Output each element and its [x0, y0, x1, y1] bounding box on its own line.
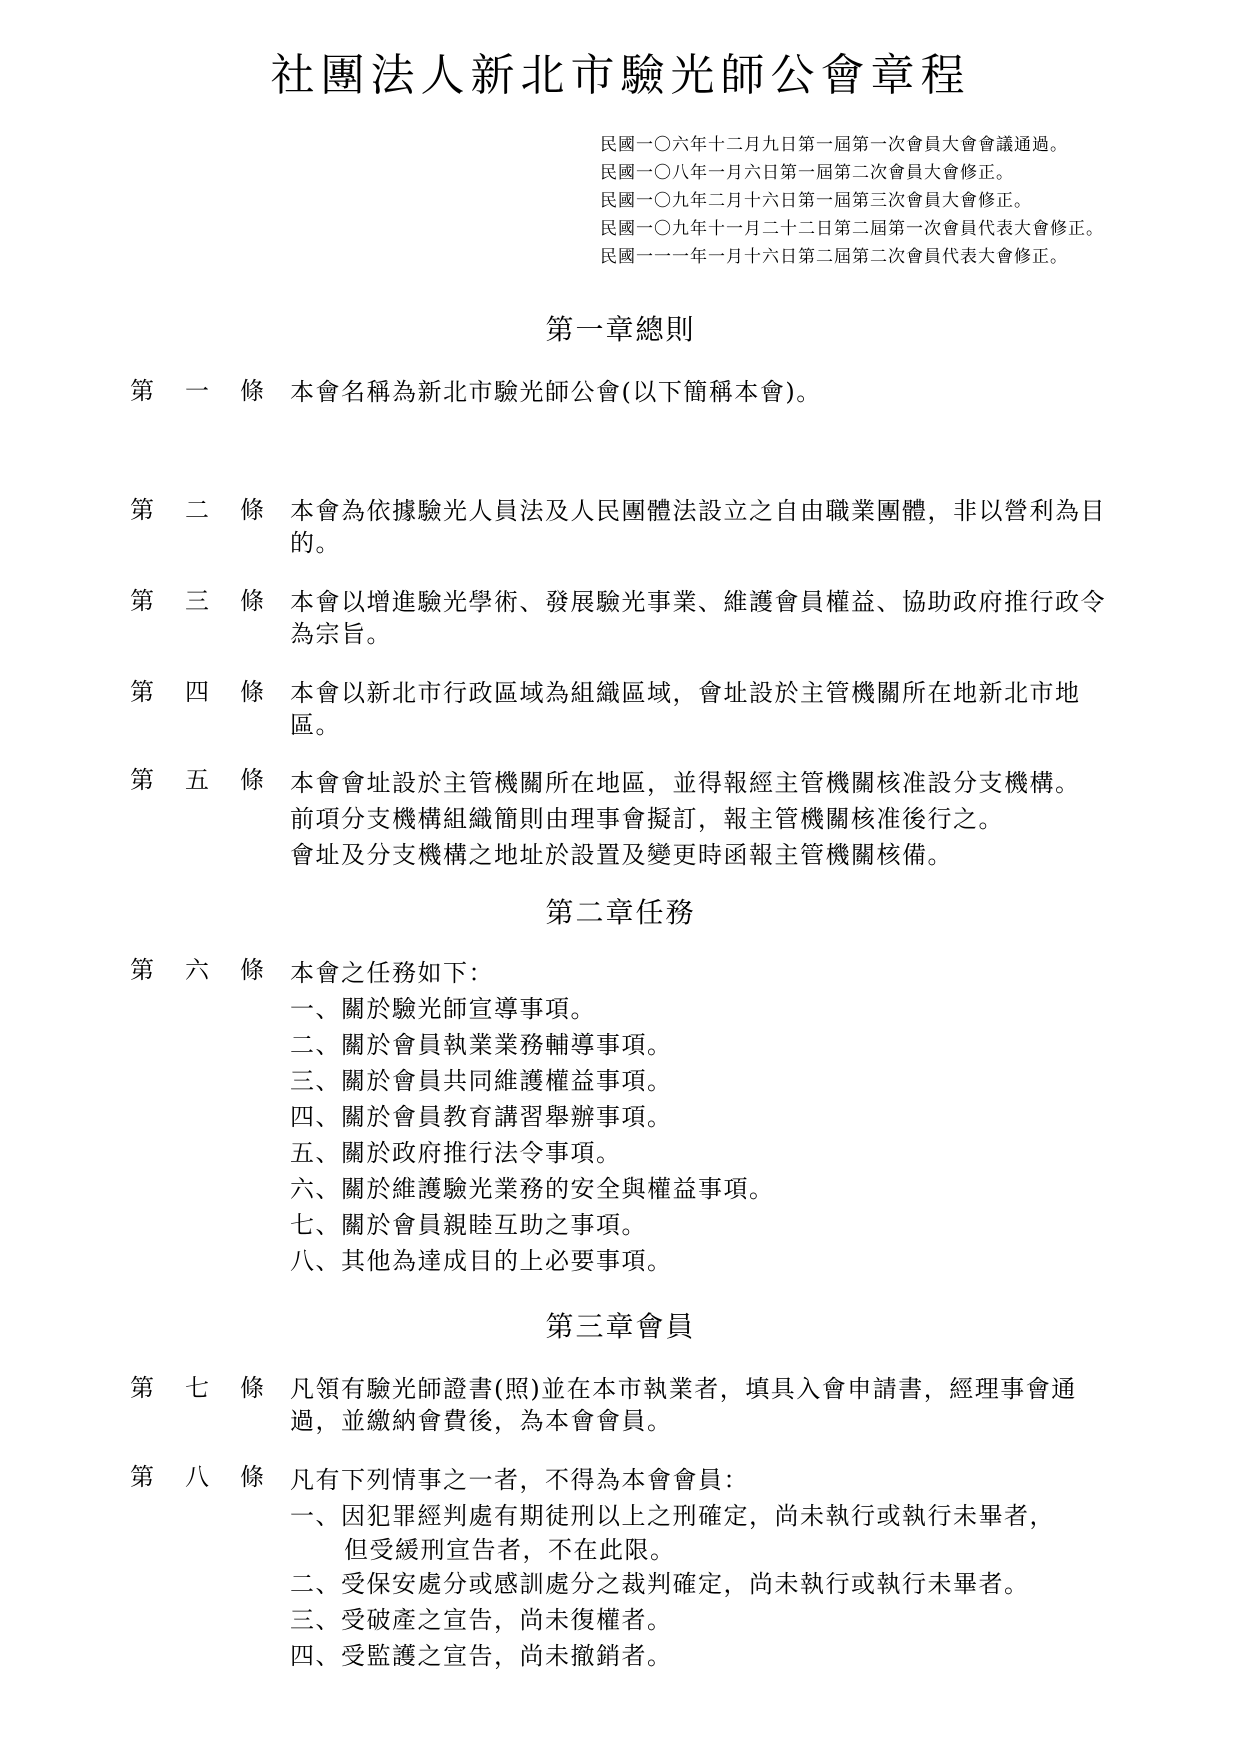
article-text: 本會以增進驗光學術、發展驗光事業、維護會員權益、協助政府推行政令為宗旨。 [290, 588, 1106, 648]
article-label-prefix: 第 [130, 956, 154, 984]
article-text: 本會為依據驗光人員法及人民團體法設立之自由職業團體，非以營利為目的。 [290, 497, 1106, 557]
list-item: 二、關於會員執業業務輔導事項。 [290, 1031, 673, 1059]
article-number: 二 [185, 496, 209, 524]
article-text: 本會以新北市行政區域為組織區域，會址設於主管機關所在地新北市地區。 [290, 679, 1081, 739]
article-label-suffix: 條 [240, 766, 264, 794]
article-label-prefix: 第 [130, 766, 154, 794]
chapter-heading: 第一章總則 [545, 313, 696, 346]
article-label-suffix: 條 [240, 956, 264, 984]
list-item-continuation: 但受緩刑宣告者，不在此限。 [344, 1536, 676, 1564]
article-number: 四 [185, 678, 209, 706]
article-number: 一 [185, 377, 209, 405]
chapter-heading: 第三章會員 [545, 1310, 696, 1343]
chapter-heading: 第二章任務 [545, 896, 696, 929]
article-text [290, 1462, 1120, 1674]
history-line: 民國一〇八年一月六日第一屆第二次會員大會修正。 [600, 163, 1014, 183]
article-label-prefix: 第 [130, 587, 154, 615]
article-label-suffix: 條 [240, 496, 264, 524]
article-text: 本會名稱為新北市驗光師公會(以下簡稱本會)。 [290, 378, 822, 406]
list-item: 三、受破產之宣告，尚未復權者。 [290, 1606, 673, 1634]
article-label-prefix: 第 [130, 1374, 154, 1402]
article-number: 六 [185, 956, 209, 984]
article-label [130, 677, 265, 707]
article-text: 凡領有驗光師證書(照)並在本市執業者，填具入會申請書，經理事會通過，並繳納會費後，為本會會員。 [290, 1375, 1077, 1435]
article-text [290, 955, 1120, 1279]
list-item: 一、因犯罪經判處有期徒刑以上之刑確定，尚未執行或執行未畢者， [290, 1502, 1055, 1530]
article-label-suffix: 條 [240, 678, 264, 706]
list-item: 八、其他為達成目的上必要事項。 [290, 1247, 673, 1275]
article-label-prefix: 第 [130, 678, 154, 706]
amendment-history [600, 131, 1220, 271]
list-item: 五、關於政府推行法令事項。 [290, 1139, 622, 1167]
article-number: 七 [185, 1374, 209, 1402]
article-label-prefix: 第 [130, 1463, 154, 1491]
article-label [130, 1462, 265, 1492]
article-label-prefix: 第 [130, 496, 154, 524]
list-item: 四、關於會員教育講習舉辦事項。 [290, 1103, 673, 1131]
article-label [130, 1373, 265, 1403]
article-label [130, 495, 265, 525]
list-item: 四、受監護之宣告，尚未撤銷者。 [290, 1642, 673, 1670]
history-line: 民國一〇六年十二月九日第一屆第一次會員大會會議通過。 [600, 135, 1068, 155]
article-label [130, 376, 265, 406]
article-number: 八 [185, 1463, 209, 1491]
list-item: 六、關於維護驗光業務的安全與權益事項。 [290, 1175, 775, 1203]
article-label-suffix: 條 [240, 587, 264, 615]
paragraph-line: 會址及分支機構之地址於設置及變更時函報主管機關核備。 [290, 841, 953, 869]
history-line: 民國一〇九年十一月二十二日第二屆第一次會員代表大會修正。 [600, 219, 1104, 239]
article-label-suffix: 條 [240, 1374, 264, 1402]
article-label [130, 765, 265, 795]
list-item: 七、關於會員親睦互助之事項。 [290, 1211, 647, 1239]
article-label-suffix: 條 [240, 377, 264, 405]
article-text [290, 765, 1120, 873]
list-item: 二、受保安處分或感訓處分之裁判確定，尚未執行或執行未畢者。 [290, 1570, 1030, 1598]
article-number: 三 [185, 587, 209, 615]
paragraph-line: 凡有下列情事之一者，不得為本會會員： [290, 1466, 749, 1494]
paragraph-line: 前項分支機構組織簡則由理事會擬訂，報主管機關核准後行之。 [290, 805, 1004, 833]
list-item: 三、關於會員共同維護權益事項。 [290, 1067, 673, 1095]
document-title: 社團法人新北市驗光師公會章程 [270, 50, 971, 101]
article-label [130, 955, 265, 985]
history-line: 民國一〇九年二月十六日第一屆第三次會員大會修正。 [600, 191, 1032, 211]
article-label-suffix: 條 [240, 1463, 264, 1491]
paragraph-line: 本會之任務如下： [290, 959, 494, 987]
paragraph-line: 本會會址設於主管機關所在地區，並得報經主管機關核准設分支機構。 [290, 769, 1081, 797]
list-item: 一、關於驗光師宣導事項。 [290, 995, 596, 1023]
article-label-prefix: 第 [130, 377, 154, 405]
history-line: 民國一一一年一月十六日第二屆第二次會員代表大會修正。 [600, 247, 1068, 267]
article-label [130, 586, 265, 616]
article-number: 五 [185, 766, 209, 794]
